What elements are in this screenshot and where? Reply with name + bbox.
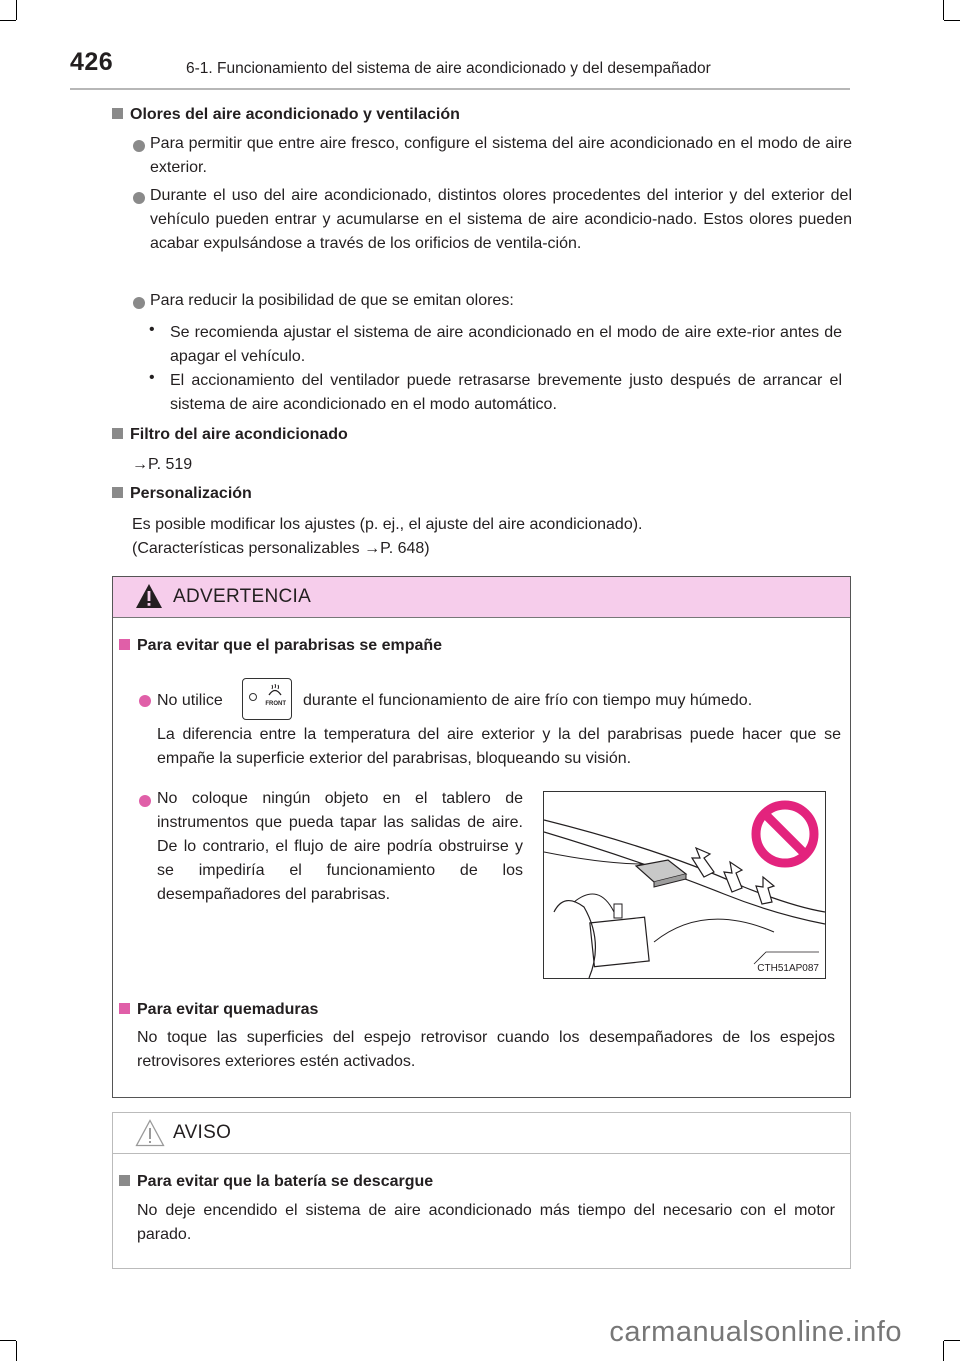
odors-bullet-3: Para reducir la posibilidad de que se emitan olores: <box>150 292 514 309</box>
figure-code: CTH51AP087 <box>757 963 819 974</box>
square-bullet-icon <box>119 639 130 650</box>
bullet-icon <box>133 140 145 152</box>
page-number: 426 <box>70 48 114 76</box>
warning-b1-post: durante el funcionamiento de aire frío con tiempo muy húmedo. <box>303 692 753 709</box>
bullet-icon <box>139 795 151 807</box>
warning-title: ADVERTENCIA <box>173 586 312 607</box>
notice-text: No deje encendido el sistema de aire acondicionado más tiempo del necesario con el motor parado. <box>137 1202 835 1243</box>
warning-sec1-title: Para evitar que el parabrisas se empañe <box>119 637 442 655</box>
warning-box <box>112 576 851 1098</box>
crop-mark <box>0 1340 16 1341</box>
warning-header <box>113 577 850 618</box>
crop-mark <box>944 1340 960 1341</box>
crop-mark <box>944 20 960 21</box>
warning-sec2-title: Para evitar quemaduras <box>119 1001 318 1019</box>
odors-bullet-2: Durante el uso del aire acondicionado, distintos olores procedentes del interior y del exterior del vehículo pueden entrar y acumularse en el sistema de aire acondicio-nado. Estos olores pueden acabar expulsándose a través de los orificios de ventila-ción. <box>150 187 852 252</box>
square-bullet-icon <box>112 108 123 119</box>
odors-bullet-1: Para permitir que entre aire fresco, configure el sistema del aire acondicionado en el modo de aire exterior. <box>150 135 852 176</box>
custom-line-1: Es posible modificar los ajustes (p. ej., el ajuste del aire acondicionado). <box>132 516 643 533</box>
warning-triangle-icon <box>135 583 163 609</box>
crop-mark <box>16 0 17 20</box>
watermark: carmanualsonline.info <box>609 1316 902 1348</box>
bullet-icon <box>133 297 145 309</box>
crop-mark <box>0 20 16 21</box>
front-label: FRONT <box>265 701 286 707</box>
crop-mark <box>16 1341 17 1361</box>
bullet-icon <box>139 695 151 707</box>
notice-triangle-icon <box>135 1119 165 1147</box>
chapter-title: 6-1. Funcionamiento del sistema de aire acondicionado y del desempañador <box>186 60 711 77</box>
square-bullet-icon <box>112 487 123 498</box>
warning-b1-cont: La diferencia entre la temperatura del aire exterior y la del parabrisas puede hacer que se empañe la superficie exterior del parabrisas, bloqueando su visión. <box>157 726 841 767</box>
sub-bullet-icon: • <box>149 369 155 386</box>
crop-mark <box>943 0 944 20</box>
section-filter-title: Filtro del aire acondicionado <box>112 426 348 444</box>
custom-line-2: (Características personalizables →P. 648) <box>132 540 430 557</box>
defroster-symbol-icon <box>267 684 283 698</box>
warning-b1-pre: No utilice <box>157 692 223 709</box>
warning-sec2-text: No toque las superficies del espejo retrovisor cuando los desempañadores de los espejos retrovisores exteriores estén activados. <box>137 1029 835 1070</box>
notice-title: AVISO <box>173 1122 232 1143</box>
notice-header <box>113 1113 850 1154</box>
notice-box <box>112 1112 851 1269</box>
dashboard-figure <box>543 791 826 979</box>
header-rule <box>70 88 850 90</box>
square-bullet-icon <box>119 1003 130 1014</box>
odors-sub-2: El accionamiento del ventilador puede retrasarse brevemente justo después de arrancar el sistema de aire acondicionado en el modo automático. <box>170 372 842 413</box>
front-defroster-button-icon <box>242 678 292 720</box>
notice-sec-title: Para evitar que la batería se descargue <box>119 1173 433 1191</box>
bullet-icon <box>133 192 145 204</box>
warning-b2: No coloque ningún objeto en el tablero de instrumentos que pueda tapar las salidas de aire. De lo contrario, el flujo de aire podría obstruirse y se impediría el funcionamiento de los desempañadores del parabrisas. <box>157 790 523 903</box>
square-bullet-icon <box>119 1175 130 1186</box>
square-bullet-icon <box>112 428 123 439</box>
section-odors-title: Olores del aire acondicionado y ventilación <box>112 106 460 124</box>
indicator-light-icon <box>249 693 257 701</box>
filter-page-ref[interactable]: →P. 519 <box>132 456 193 473</box>
sub-bullet-icon: • <box>149 321 155 338</box>
section-custom-title: Personalización <box>112 485 252 503</box>
crop-mark <box>943 1341 944 1361</box>
odors-sub-1: Se recomienda ajustar el sistema de aire acondicionado en el modo de aire exte-rior antes de apagar el vehículo. <box>170 324 842 365</box>
dashboard-object-illustration <box>544 792 825 978</box>
